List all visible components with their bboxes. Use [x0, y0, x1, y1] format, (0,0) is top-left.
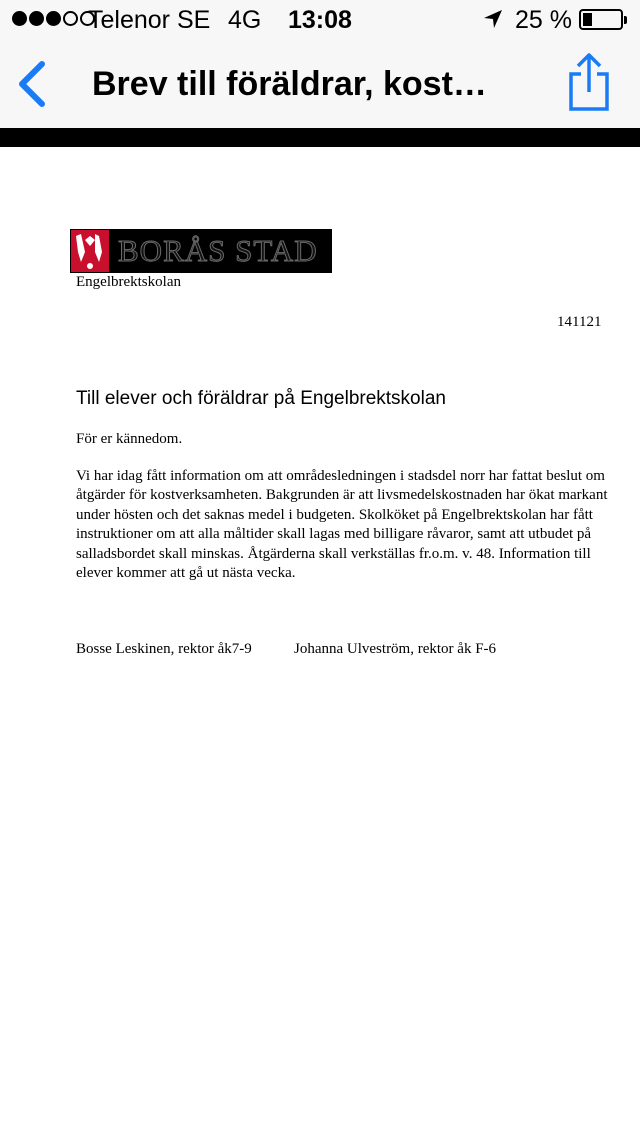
- battery-nub: [624, 16, 627, 24]
- signal-dot: [29, 11, 44, 26]
- battery-fill: [583, 13, 592, 26]
- signal-strength-icon: [12, 11, 95, 26]
- letter-heading: Till elever och föräldrar på Engelbrektskolan: [76, 388, 446, 409]
- signal-dot: [46, 11, 61, 26]
- chevron-left-icon[interactable]: [12, 60, 52, 108]
- signal-dot: [63, 11, 78, 26]
- document-top-border: [0, 128, 640, 147]
- letter-body: Vi har idag fått information om att områdesledningen i stadsdel norr har fattat beslut om åtgärder för kostverksamheten. Bakgrunden är att livsmedelskostnaden har ökat markant under hösten och det saknas medel i budgeten. Skolköket på Engelbrektskolan har fått instruktioner om att alla måltider skall lagas med billigare råvaror, samt att utbudet på salladsbordet skall minskas. Åtgärderna skall verkställas fr.o.m. v. 48. Information till elever kommer att gå ut nästa vecka.: [76, 468, 608, 582]
- crest-icon: [71, 230, 109, 272]
- logo-text: BORÅS STAD: [118, 233, 318, 268]
- signature-principal-f-6: Johanna Ulveström, rektor åk F-6: [294, 641, 497, 657]
- document-viewer[interactable]: [0, 147, 640, 1136]
- battery-icon: [579, 9, 623, 30]
- letter-greeting: För er kännedom.: [76, 431, 183, 447]
- battery-percent: 25 %: [515, 6, 572, 34]
- navigation-bar: [0, 40, 640, 128]
- status-bar: [0, 0, 640, 40]
- school-name: Engelbrektskolan: [76, 274, 181, 290]
- signal-dot: [12, 11, 27, 26]
- carrier-name: Telenor SE: [88, 6, 211, 34]
- boras-stad-logo: [70, 229, 332, 273]
- letter-date: 141121: [557, 314, 602, 330]
- network-type: 4G: [228, 6, 262, 34]
- location-arrow-icon: [482, 8, 504, 30]
- page-title: Brev till föräldrar, kost…: [92, 65, 487, 103]
- clock: 13:08: [288, 6, 352, 34]
- signature-principal-7-9: Bosse Leskinen, rektor åk7-9: [76, 641, 252, 657]
- share-icon[interactable]: [564, 52, 614, 112]
